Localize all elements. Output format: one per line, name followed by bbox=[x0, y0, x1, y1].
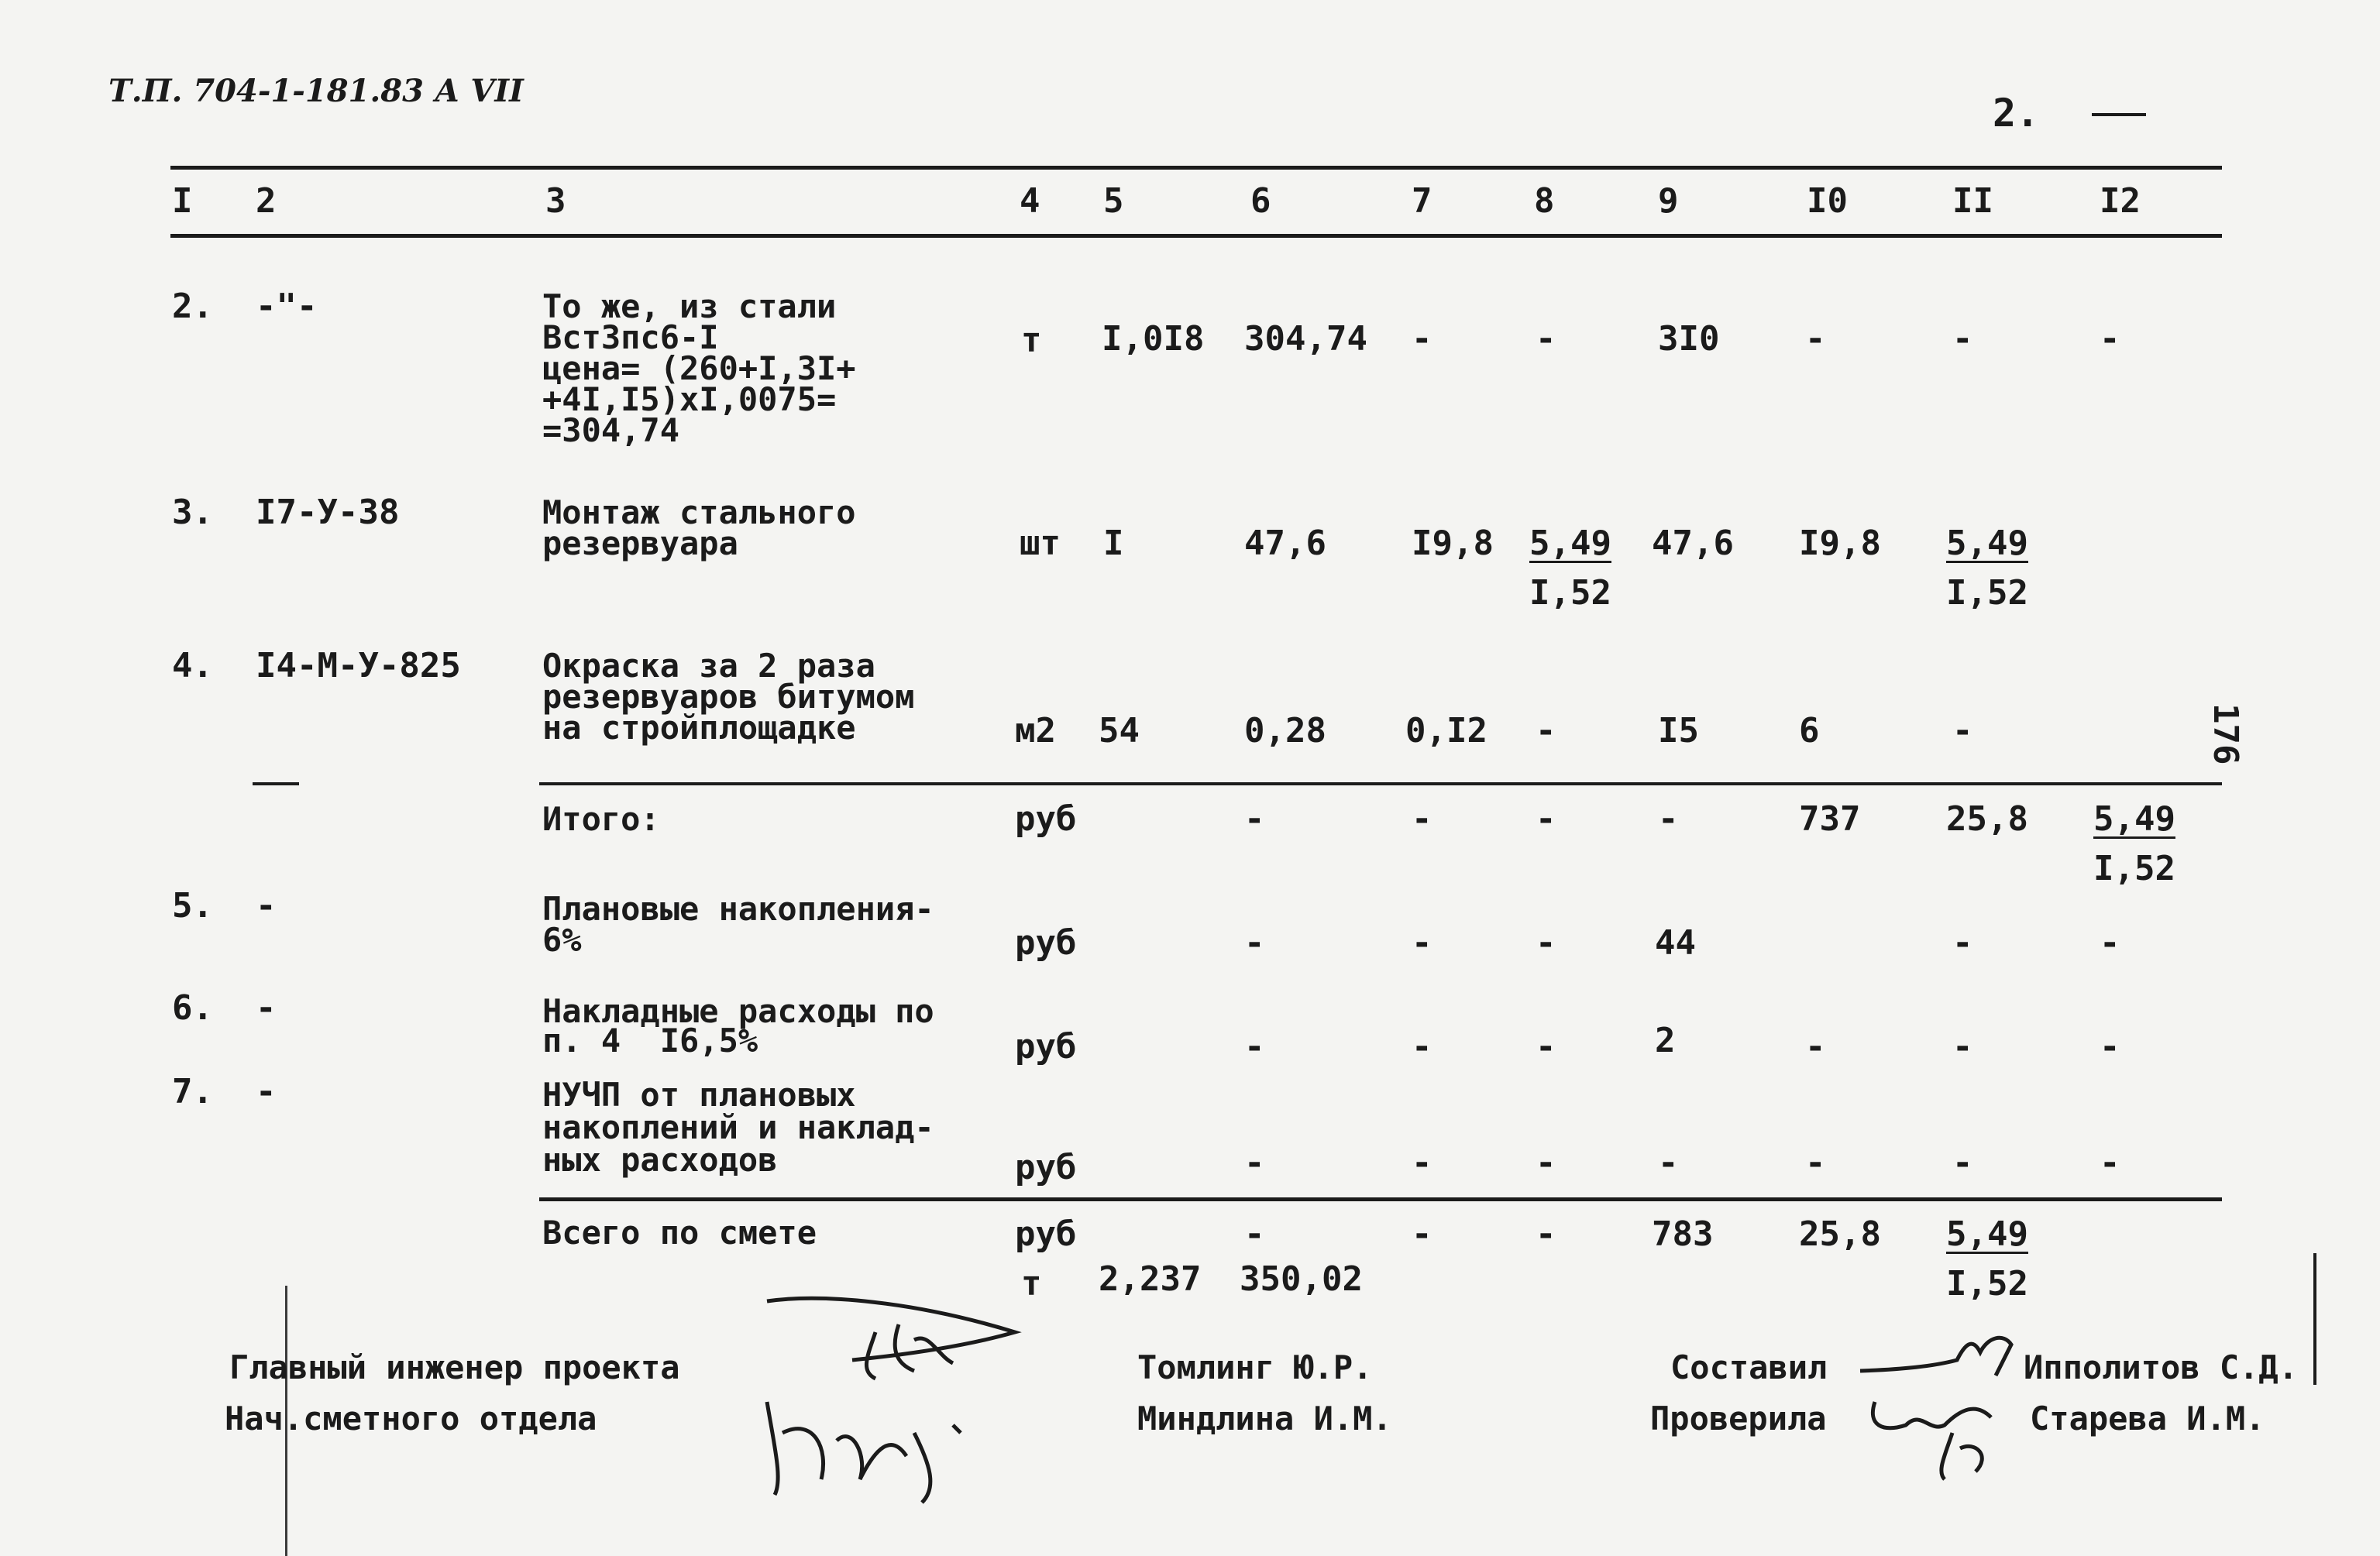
row-desc-line: Плановые накопления- bbox=[542, 890, 934, 928]
col-header-6: 6 bbox=[1250, 181, 1271, 221]
col-header-5: 5 bbox=[1103, 181, 1124, 221]
dept-head-signature bbox=[751, 1386, 999, 1503]
row-c9: I5 bbox=[1658, 711, 1699, 751]
row-c12-bottom: I,52 bbox=[2093, 849, 2175, 888]
row-c12-top: 5,49 bbox=[2093, 799, 2175, 839]
row-c10: 737 bbox=[1799, 799, 1861, 839]
row-code: -"- bbox=[256, 287, 318, 326]
row-c7: - bbox=[1412, 799, 1432, 839]
row-price: - bbox=[1244, 1027, 1265, 1067]
row-number: 4. bbox=[172, 646, 213, 685]
page-number: 2. bbox=[1993, 91, 2040, 136]
checked-label: Проверила bbox=[1650, 1400, 1827, 1437]
compiled-signature bbox=[1856, 1329, 2027, 1383]
row-c11: - bbox=[1952, 319, 1973, 359]
row-unit: руб bbox=[1015, 799, 1077, 839]
row-price: - bbox=[1244, 799, 1265, 839]
row-desc-line: резервуаров битумом bbox=[542, 678, 915, 716]
row-qty-2: 2,237 bbox=[1099, 1259, 1202, 1299]
col-header-1: I bbox=[172, 181, 193, 221]
row-c11-top: 5,49 bbox=[1946, 1214, 2028, 1254]
row-c10: - bbox=[1805, 1143, 1826, 1183]
row-desc-line: накоплений и наклад- bbox=[542, 1108, 934, 1146]
row-unit: руб bbox=[1015, 1148, 1077, 1187]
row-price: - bbox=[1244, 1143, 1265, 1183]
row-c8: - bbox=[1536, 319, 1556, 359]
section-rule bbox=[539, 782, 2222, 785]
row-desc-line: Накладные расходы по bbox=[542, 992, 934, 1030]
row-c8: - bbox=[1536, 711, 1556, 751]
col-header-12: I2 bbox=[2100, 181, 2141, 221]
row-c9: 44 bbox=[1655, 923, 1696, 963]
row-c10: - bbox=[1805, 319, 1826, 359]
row-unit: т bbox=[1021, 321, 1042, 360]
row-c8: - bbox=[1536, 799, 1556, 839]
row-code: - bbox=[256, 886, 277, 926]
row-c9: 47,6 bbox=[1652, 524, 1734, 563]
col-header-4: 4 bbox=[1020, 181, 1040, 221]
row-c11-bottom: I,52 bbox=[1946, 1264, 2028, 1304]
subtotal-label: Итого: bbox=[542, 800, 660, 838]
row-c11: - bbox=[1952, 711, 1973, 751]
row-desc-line: на стройплощадке bbox=[542, 709, 856, 747]
row-unit: руб bbox=[1015, 1214, 1077, 1254]
col-header-10: I0 bbox=[1807, 181, 1848, 221]
row-qty: I bbox=[1103, 524, 1124, 563]
row-c8: - bbox=[1536, 1027, 1556, 1067]
row-desc-line: п. 4 I6,5% bbox=[542, 1022, 758, 1060]
row-c11-bottom: I,52 bbox=[1946, 573, 2028, 613]
row-c8: - bbox=[1536, 923, 1556, 963]
col-header-8: 8 bbox=[1534, 181, 1555, 221]
row-c12: - bbox=[2100, 319, 2120, 359]
checked-signature bbox=[1859, 1379, 2014, 1487]
col-header-2: 2 bbox=[256, 181, 277, 221]
row-c11: - bbox=[1952, 1027, 1973, 1067]
row-c11: 25,8 bbox=[1946, 799, 2028, 839]
row-c9: - bbox=[1658, 1143, 1679, 1183]
row-c9: 2 bbox=[1655, 1021, 1676, 1060]
col-header-9: 9 bbox=[1658, 181, 1679, 221]
dept-head-name: Миндлина И.М. bbox=[1137, 1400, 1392, 1437]
total-rule bbox=[539, 1197, 2222, 1201]
row-c11-top: 5,49 bbox=[1946, 524, 2028, 563]
row-code: - bbox=[256, 1072, 277, 1111]
row-c7: - bbox=[1412, 319, 1432, 359]
col-header-11: II bbox=[1952, 181, 1993, 221]
row-c8: - bbox=[1536, 1214, 1556, 1254]
row-c7: - bbox=[1412, 923, 1432, 963]
row-price: - bbox=[1244, 923, 1265, 963]
row-desc-line: ВстЗпс6-I bbox=[542, 318, 719, 356]
table-top-rule bbox=[170, 166, 2222, 170]
row-desc-line: То же, из стали bbox=[542, 287, 837, 325]
row-unit: шт bbox=[1020, 524, 1061, 563]
row-number: 5. bbox=[172, 886, 213, 926]
chief-engineer-label: Главный инженер проекта bbox=[229, 1348, 680, 1386]
row-number: 3. bbox=[172, 493, 213, 532]
row-qty: I,0I8 bbox=[1102, 319, 1205, 359]
row-c10: - bbox=[1805, 1027, 1826, 1067]
row-c7: - bbox=[1412, 1027, 1432, 1067]
row-c7: I9,8 bbox=[1412, 524, 1494, 563]
row-unit: руб bbox=[1015, 923, 1077, 963]
row-unit: м2 bbox=[1015, 711, 1056, 751]
row-price: 304,74 bbox=[1244, 319, 1367, 359]
row-unit: руб bbox=[1015, 1027, 1077, 1067]
row-desc-line: резервуара bbox=[542, 524, 738, 562]
row-c11: - bbox=[1952, 923, 1973, 963]
row-c12: - bbox=[2100, 1143, 2120, 1183]
row-desc-line: 6% bbox=[542, 921, 582, 959]
row-code: I7-У-38 bbox=[256, 493, 400, 532]
row-desc-line: =304,74 bbox=[542, 411, 680, 449]
row-c12: - bbox=[2100, 1027, 2120, 1067]
row-c12: - bbox=[2100, 923, 2120, 963]
row-c9: 3I0 bbox=[1658, 319, 1720, 359]
chief-engineer-signature bbox=[759, 1286, 1054, 1386]
row-c10: 25,8 bbox=[1799, 1214, 1881, 1254]
row-price: 47,6 bbox=[1244, 524, 1326, 563]
row-c8-bottom: I,52 bbox=[1529, 573, 1611, 613]
row-c9: - bbox=[1658, 799, 1679, 839]
row-desc-line: ных расходов bbox=[542, 1141, 778, 1179]
row-number: 7. bbox=[172, 1072, 213, 1111]
row-c10: I9,8 bbox=[1799, 524, 1881, 563]
row-desc-line: Окраска за 2 раза bbox=[542, 647, 875, 685]
row-unit-2: т bbox=[1021, 1264, 1042, 1304]
row-number: 2. bbox=[172, 287, 213, 326]
row-code: I4-М-У-825 bbox=[256, 646, 461, 685]
row-desc-line: +4I,I5)xI,0075= bbox=[542, 380, 837, 418]
row-price: 0,28 bbox=[1244, 711, 1326, 751]
row-c8: - bbox=[1536, 1143, 1556, 1183]
doc-code: Т.П. 704-1-181.83 А VII bbox=[108, 73, 524, 109]
row-qty: 54 bbox=[1099, 711, 1140, 751]
row-code: - bbox=[256, 988, 277, 1028]
section-dash bbox=[253, 782, 299, 785]
row-c9: 783 bbox=[1652, 1214, 1714, 1254]
row-c8-top: 5,49 bbox=[1529, 524, 1611, 563]
compiled-label: Составил bbox=[1670, 1348, 1828, 1386]
row-c11: - bbox=[1952, 1143, 1973, 1183]
row-desc-line: цена= (260+I,3I+ bbox=[542, 349, 856, 387]
compiled-name: Ипполитов С.Д. bbox=[2024, 1348, 2299, 1386]
row-price: - bbox=[1244, 1214, 1265, 1254]
row-c7: - bbox=[1412, 1214, 1432, 1254]
table-header-rule bbox=[170, 234, 2222, 238]
row-desc-line: НУЧП от плановых bbox=[542, 1076, 856, 1114]
col-header-7: 7 bbox=[1412, 181, 1432, 221]
right-edge-mark bbox=[2313, 1253, 2316, 1385]
col-header-3: 3 bbox=[545, 181, 566, 221]
row-c7: 0,I2 bbox=[1405, 711, 1488, 751]
row-c7: - bbox=[1412, 1143, 1432, 1183]
chief-engineer-name: Томлинг Ю.Р. bbox=[1137, 1348, 1373, 1386]
row-c10: 6 bbox=[1799, 711, 1820, 751]
page-number-dash bbox=[2092, 113, 2146, 116]
row-desc-line: Монтаж стального bbox=[542, 493, 856, 531]
side-number: 176 bbox=[2206, 703, 2245, 765]
dept-head-label: Нач.сметного отдела bbox=[225, 1400, 597, 1437]
row-number: 6. bbox=[172, 988, 213, 1028]
row-price-2: 350,02 bbox=[1240, 1259, 1363, 1299]
checked-name: Старева И.М. bbox=[2030, 1400, 2265, 1437]
grand-total-label: Всего по смете bbox=[542, 1214, 817, 1252]
